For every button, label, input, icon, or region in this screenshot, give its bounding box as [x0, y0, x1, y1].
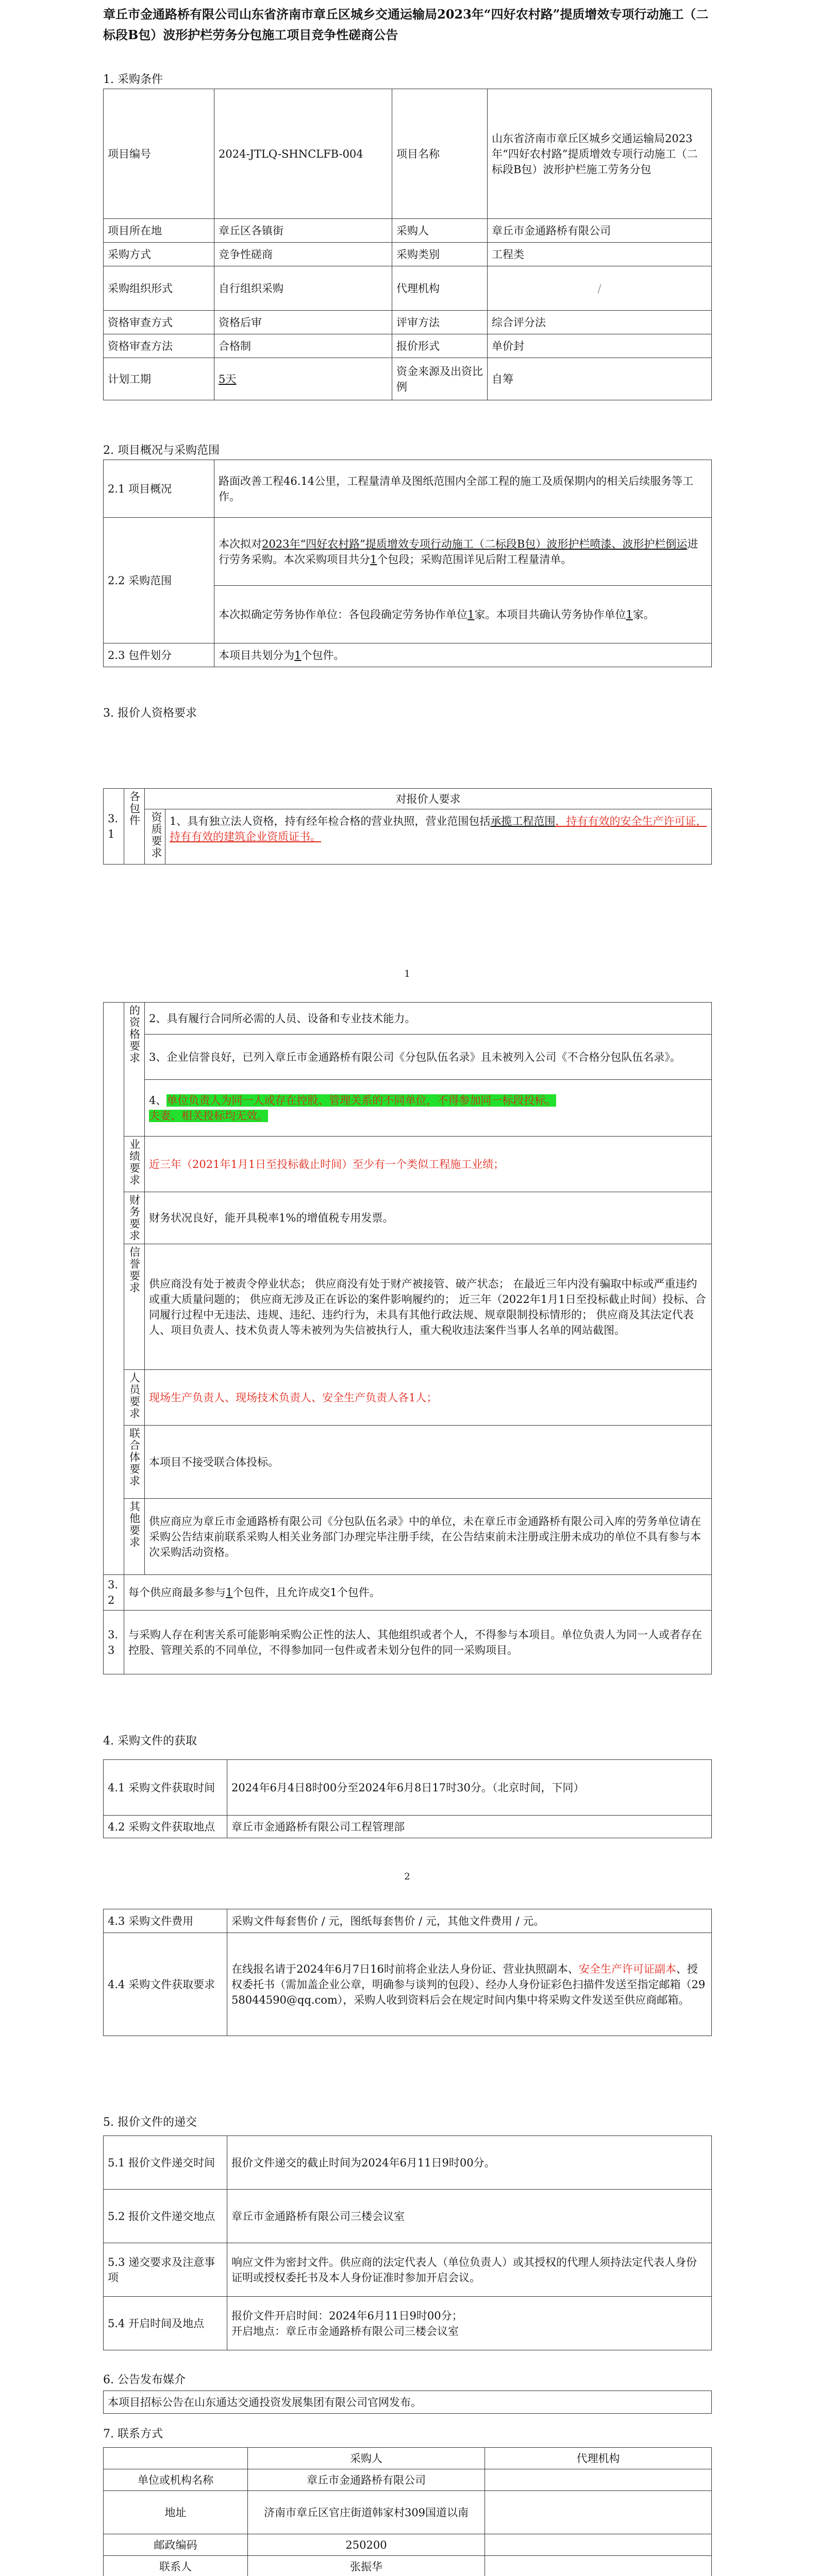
- q-other-label: 其他要求: [124, 1499, 145, 1575]
- contact-row-buyer: 章丘市金通路桥有限公司: [248, 2469, 485, 2491]
- agent-value: /: [488, 266, 712, 311]
- fund-label: 资金来源及出资比例: [392, 358, 488, 400]
- q-side-31: 各包件: [124, 789, 145, 865]
- q-head: 对报价人要求: [145, 789, 712, 809]
- package-post: 个包件。: [301, 649, 345, 662]
- org-value: 自行组织采购: [214, 266, 392, 311]
- contact-col-buyer: 采购人: [248, 2448, 485, 2469]
- qualification-table-p1: [103, 788, 712, 865]
- acq-req-label: 4.4 采购文件获取要求: [104, 1933, 227, 2036]
- buyer-value: 章丘市金通路桥有限公司: [488, 219, 712, 243]
- q-32-post: 个包件，且允许成交1个包件。: [232, 1586, 380, 1599]
- qual-value: 资格后审: [214, 311, 392, 334]
- contact-row-agent: [485, 2534, 712, 2556]
- submit-req-value: 响应文件为密封文件。供应商的法定代表人（单位负责人）或其授权的代理人须持法定代表人身份证明或授权委托书及本人身份证准时参加开启会议。: [227, 2243, 712, 2297]
- section-heading-6: 6. 公告发布媒介: [103, 2374, 186, 2386]
- doc-fee-table: [103, 1909, 712, 2036]
- section-heading-1: 1. 采购条件: [103, 73, 163, 86]
- acq-time-label: 4.1 采购文件获取时间: [104, 1760, 227, 1816]
- type-label: 采购类别: [392, 243, 488, 266]
- q-num-33: 3.3: [104, 1611, 124, 1674]
- eval-value: 综合评分法: [488, 311, 712, 334]
- org-label: 采购组织形式: [104, 266, 214, 311]
- loc-label: 项目所在地: [104, 219, 214, 243]
- section-heading-5: 5. 报价文件的递交: [103, 2116, 197, 2129]
- open-time: 报价文件开启时间：2024年6月11日9时00分；: [231, 2309, 463, 2322]
- q-person-label: 人员要求: [124, 1370, 145, 1426]
- q-other-text: 供应商应为章丘市金通路桥有限公司《分包队伍名录》中的单位，未在章丘市金通路桥有限公司入库的劳务单位请在采购公告结束前联系采购人相关业务部门办理完毕注册手续，在公告结束前未注册或注册未成功的单位不具有参与本次采购活动资格。: [145, 1499, 712, 1575]
- scope-a-mid: 进行劳务采购。本次采购项目共分: [219, 537, 698, 566]
- q-num-32: 3.2: [104, 1575, 124, 1611]
- scope-a-pre: 本次拟对: [219, 537, 262, 550]
- contact-row-label: 单位或机构名称: [104, 2469, 248, 2491]
- type-value: 工程类: [488, 243, 712, 266]
- page-number-2: 2: [404, 1871, 410, 1882]
- q-32-pre: 每个供应商最多参与: [128, 1586, 226, 1599]
- contact-row-label: 邮政编码: [104, 2534, 248, 2556]
- agent-label: 代理机构: [392, 266, 488, 311]
- package-value: [214, 643, 712, 667]
- scope-value-b: [214, 586, 712, 643]
- scope-a-post: 个包段；采购范围详见后附工程量清单。: [377, 553, 572, 566]
- acq-place-value: 章丘市金通路桥有限公司工程管理部: [227, 1816, 712, 1838]
- submit-time-value: 报价文件递交的截止时间为2024年6月11日9时00分。: [227, 2136, 712, 2190]
- scope-b-pre: 本次拟确定劳务协作单位：各包段确定劳务协作单位: [219, 608, 468, 621]
- contact-row-agent: [485, 2491, 712, 2534]
- open-place: 开启地点：章丘市金通路桥有限公司三楼会议室: [231, 2325, 459, 2337]
- q-credit-label: 信誉要求: [124, 1244, 145, 1370]
- q-item4-highlight1: 单位负责人为同一人或存在控股、管理关系的不同单位，不得参加同一标段投标。: [166, 1094, 557, 1107]
- acq-req-value: [227, 1933, 712, 2036]
- contact-row-label: 地址: [104, 2491, 248, 2534]
- scope-value-a: [214, 518, 712, 586]
- loc-value: 章丘区各镇街: [214, 219, 392, 243]
- eval-label: 评审方法: [392, 311, 488, 334]
- section-heading-2: 2. 项目概况与采购范围: [103, 444, 220, 457]
- period-label: 计划工期: [104, 358, 214, 400]
- contact-row-label: 联系人: [104, 2556, 248, 2576]
- q-qual-row: [145, 809, 712, 865]
- q-fin-text: 财务状况良好，能开具税率1%的增值税专用发票。: [145, 1192, 712, 1244]
- fee-value: 采购文件每套售价 / 元，图纸每套售价 / 元，其他文件费用 / 元。: [227, 1909, 712, 1933]
- q-qual-main: 1、具有独立法人资格，持有经年检合格的营业执照，营业范围包括: [170, 815, 491, 827]
- scope-b-count: 1: [468, 608, 475, 621]
- overview-value: 路面改善工程46.14公里，工程量清单及图纸范围内全部工程的施工及质保期内的相关后续服务等工作。: [214, 460, 712, 518]
- project-overview-table: [103, 460, 712, 667]
- q-person-text: 现场生产负责人、现场技术负责人、安全生产负责人各1人；: [145, 1370, 712, 1426]
- scope-b-post: 家。: [632, 608, 655, 621]
- overview-label: 2.1 项目概况: [104, 460, 214, 518]
- contact-row-agent: [485, 2556, 712, 2576]
- section-heading-7: 7. 联系方式: [103, 2428, 163, 2441]
- q-perf-label: 业绩要求: [124, 1137, 145, 1192]
- scope-a-underlined: 2023年“四好农村路”提质增效专项行动施工（二标段B包）波形护栏喷漆、波形护栏倒运: [262, 537, 688, 550]
- doc-acquire-table: [103, 1759, 712, 1838]
- page-number-1: 1: [404, 969, 410, 979]
- q-33-text: 与采购人存在利害关系可能影响采购公正性的法人、其他组织或者个人，不得参与本项目。单位负责人为同一人或者存在控股、管理关系的不同单位，不得参加同一包件或者未划分包件的同一采购项目。: [124, 1611, 712, 1674]
- period-value: 5天: [214, 358, 392, 400]
- proj-no-label: 项目编号: [104, 89, 214, 219]
- q-qual-red: ，持有有效的安全生产许可证，持有有效的建筑企业资质证书。: [170, 815, 707, 843]
- q-union-label: 联合体要求: [124, 1426, 145, 1499]
- q-credit-text: 供应商没有处于被责令停业状态； 供应商没有处于财产被接管、破产状态； 在最近三年内没有骗取中标或严重违约或重大质量问题的； 供应商无涉及正在诉讼的案件影响履约的； 近三年（2022年1月1日至投标截止时间）投标、合同履行过程中无违法、违规、违纪、违约行为，未具有其他行政法规、规章限制投标情形的； 供应商及其法定代表人、项目负责人、技术负责人等未被列为失信被执行人，重大税收违法案件当事人名单的网站截图。: [145, 1244, 712, 1370]
- fee-label: 4.3 采购文件费用: [104, 1909, 227, 1933]
- scope-a-count: 1: [370, 553, 377, 566]
- q-item4: [145, 1080, 712, 1137]
- contact-row-buyer: 250200: [248, 2534, 485, 2556]
- acq-req-pre: 在线报名请于2024年6月7日16时前将企业法人身份证、营业执照副本、: [231, 1962, 579, 1975]
- q-qual-text: [165, 809, 711, 864]
- proj-no-value: 2024-JTLQ-SHNCLFB-004: [214, 89, 392, 219]
- q-fin-label: 财务要求: [124, 1192, 145, 1244]
- contact-row-buyer: 张振华: [248, 2556, 485, 2576]
- acq-time-value: 2024年6月4日8时00分至2024年6月8日17时30分。（北京时间，下同）: [227, 1760, 712, 1816]
- q-32-count: 1: [226, 1586, 233, 1599]
- acq-req-post: 、授权委托书（需加盖企业公章，明确参与谈判的包段）、经办人身份证彩色扫描件发送至指定邮箱（2958044590@qq.com），采购人收到资料后会在规定时间内集中将采购文件发送至供应商邮箱。: [231, 1962, 706, 2006]
- contact-table: [103, 2447, 712, 2576]
- method-label: 采购方式: [104, 243, 214, 266]
- open-value: [227, 2297, 712, 2350]
- contact-row-agent: [485, 2469, 712, 2491]
- q-item2: 2、具有履行合同所必需的人员、设备和专业技术能力。: [145, 1003, 712, 1035]
- open-label: 5.4 开启时间及地点: [104, 2297, 227, 2350]
- proj-name-value: 山东省济南市章丘区城乡交通运输局2023年“四好农村路”提质增效专项行动施工（二标段B包）波形护栏施工劳务分包: [488, 89, 712, 219]
- qualm-value: 合格制: [214, 334, 392, 358]
- q-item3: 3、企业信誉良好，已列入章丘市金通路桥有限公司《分包队伍名录》且未被列入公司《不合格分包队伍名录》。: [145, 1035, 712, 1080]
- proj-name-label: 项目名称: [392, 89, 488, 219]
- fund-value: 自筹: [488, 358, 712, 400]
- submission-table: [103, 2136, 712, 2350]
- acq-req-red: 安全生产许可证副本: [578, 1962, 676, 1975]
- q-item4-pre: 4、: [149, 1094, 167, 1107]
- quote-value: 单价封: [488, 334, 712, 358]
- q-qual-label: 资质要求: [145, 809, 165, 864]
- qualm-label: 资格审查方法: [104, 334, 214, 358]
- quote-label: 报价形式: [392, 334, 488, 358]
- package-pre: 本项目共划分为: [219, 649, 294, 662]
- q-qual-underlined: 承揽工程范围: [490, 815, 556, 827]
- acq-place-label: 4.2 采购文件获取地点: [104, 1816, 227, 1838]
- submit-time-label: 5.1 报价文件递交时间: [104, 2136, 227, 2190]
- q-32-text: [124, 1575, 712, 1611]
- procurement-conditions-table: [103, 89, 712, 400]
- qual-label: 资格审查方式: [104, 311, 214, 334]
- section-heading-3: 3. 报价人资格要求: [103, 707, 197, 720]
- section-heading-4: 4. 采购文件的获取: [103, 1735, 197, 1748]
- q-side-cont: 的资格要求: [124, 1003, 145, 1137]
- qualification-table-p2: [103, 1002, 712, 1674]
- scope-b-count2: 1: [626, 608, 633, 621]
- method-value: 竞争性磋商: [214, 243, 392, 266]
- package-label: 2.3 包件划分: [104, 643, 214, 667]
- q-num-31: 3.1: [104, 789, 124, 865]
- q-union-text: 本项目不接受联合体投标。: [145, 1426, 712, 1499]
- page-title: 章丘市金通路桥有限公司山东省济南市章丘区城乡交通运输局2023年“四好农村路”提质增效专项行动施工（二标段B包）波形护栏劳务分包施工项目竞争性磋商公告: [103, 7, 709, 42]
- scope-label: 2.2 采购范围: [104, 518, 214, 643]
- package-count: 1: [294, 649, 302, 662]
- submit-req-label: 5.3 递交要求及注意事项: [104, 2243, 227, 2297]
- q-item4-highlight2: 夫妻、相关投标均无效。: [149, 1109, 268, 1122]
- submit-place-value: 章丘市金通路桥有限公司三楼会议室: [227, 2190, 712, 2243]
- q-perf-text: 近三年（2021年1月1日至投标截止时间）至少有一个类似工程施工业绩；: [145, 1137, 712, 1192]
- buyer-label: 采购人: [392, 219, 488, 243]
- contact-row-buyer: 济南市章丘区官庄街道韩家村309国道以南: [248, 2491, 485, 2534]
- submit-place-label: 5.2 报价文件递交地点: [104, 2190, 227, 2243]
- media-text: 本项目招标公告在山东通达交通投资发展集团有限公司官网发布。: [104, 2391, 712, 2414]
- contact-col-agent: 代理机构: [485, 2448, 712, 2469]
- media-table: [103, 2391, 712, 2414]
- scope-b-mid: 家。本项目共确认劳务协作单位: [474, 608, 626, 621]
